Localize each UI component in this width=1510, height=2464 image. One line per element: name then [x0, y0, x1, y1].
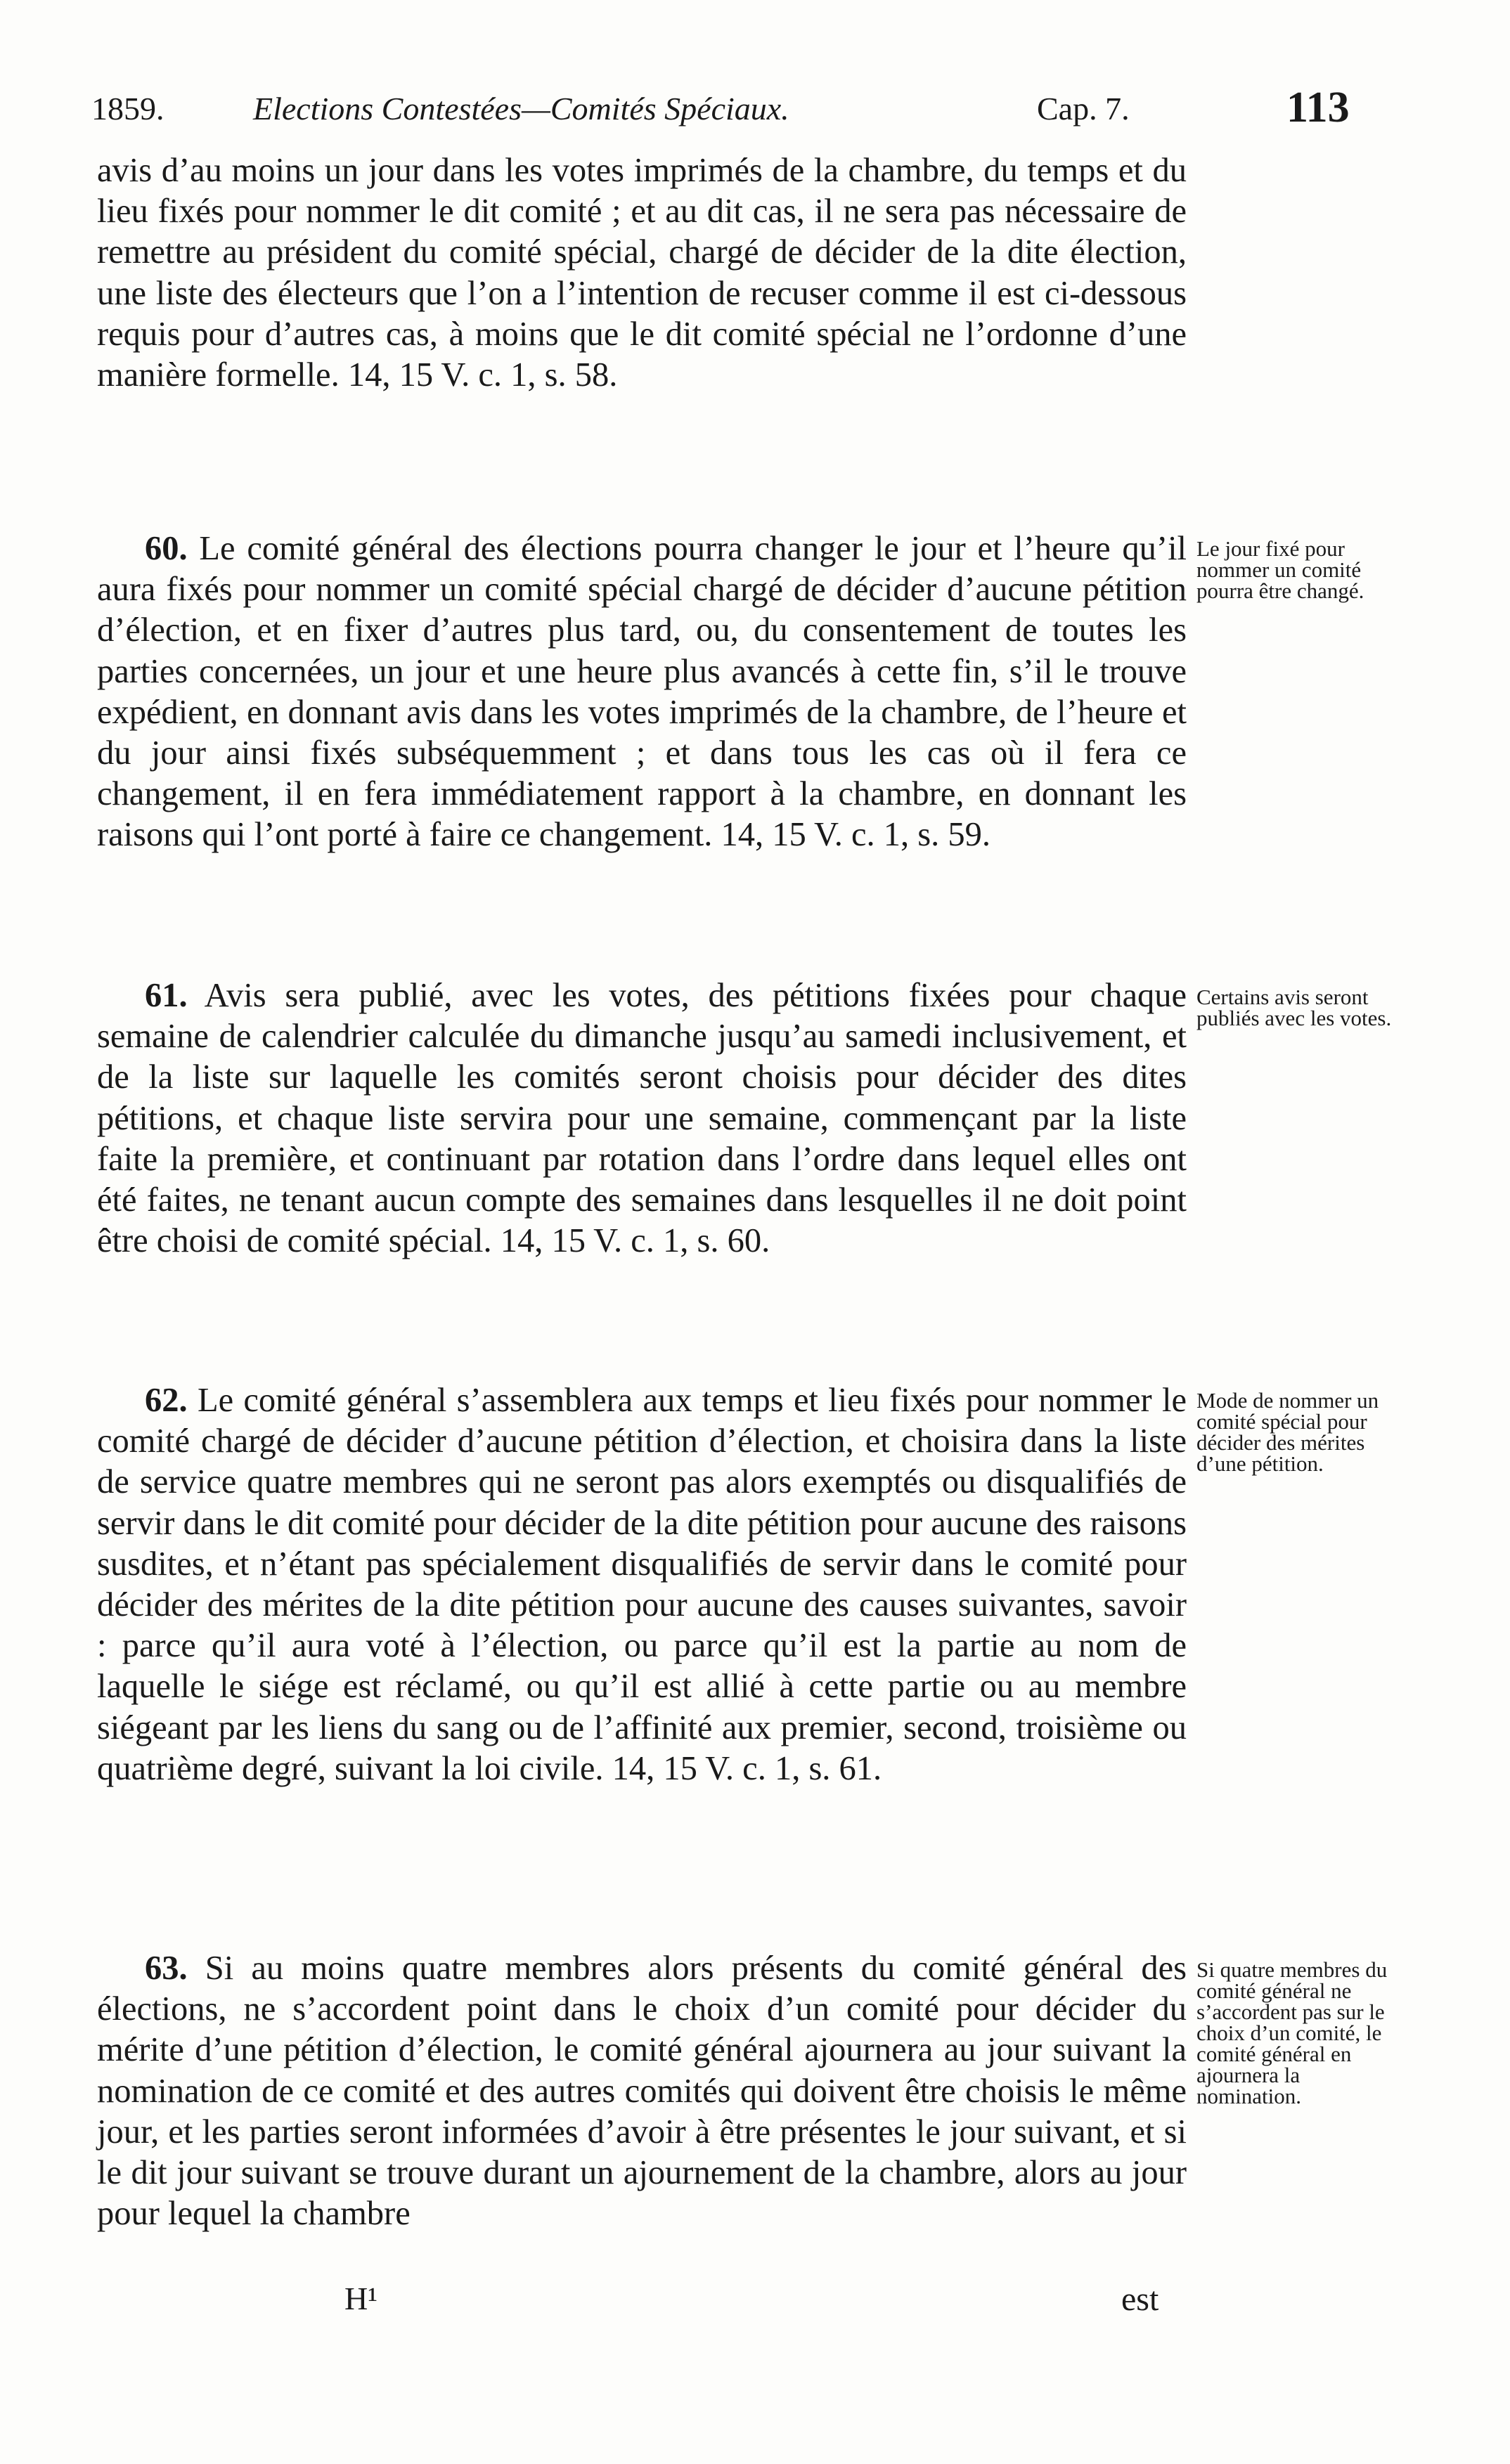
section-61: [97, 975, 1187, 1262]
margin-note: Le jour fixé pour nommer un comité pourra être changé.: [1196, 536, 1364, 603]
continuation-text: avis d’au moins un jour dans les votes imprimés de la chambre, du temps et du lieu fixés pour nommer le dit comité ; et au dit cas, il ne sera pas nécessaire de remettre au président du comité spécial, chargé de décider de la dite élection, une liste des électeurs que l’on a l’intention de recuser comme il est ci-dessous requis pour d’autres cas, à moins que le dit comité spécial ne l’ordonne d’une manière formelle. 14, 15 V. c. 1, s. 58.: [97, 152, 1187, 394]
running-header: [91, 83, 1399, 132]
section-number: 63.: [145, 1950, 188, 1987]
margin-note: Certains avis seront publiés avec les votes.: [1196, 985, 1392, 1030]
catchword: est: [1121, 2281, 1159, 2318]
margin-note: Si quatre membres du comité général ne s’accordent pas sur le choix d’un comité, le comité général en ajournera la nomination.: [1196, 1957, 1388, 2108]
section-text: Le comité général des élections pourra changer le jour et l’heure qu’il aura fixés pour nommer un comité spécial chargé de décider d’aucune pétition d’élection, et en fixer d’autres plus tard, ou, du consentement de toutes les parties concernées, un jour et une heure plus avancés à cette fin, s’il le trouve expédient, en donnant avis dans les votes imprimés de la chambre, de l’heure et du jour ainsi fixés subséquemment ; et dans tous les cas où il fera ce changement, il en fera immédiatement rapport à la chambre, en donnant les raisons qui l’ont porté à faire ce changement. 14, 15 V. c. 1, s. 59.: [97, 530, 1187, 854]
section-text: Avis sera publié, avec les votes, des pétitions fixées pour chaque semaine de calendrier calculée du dimanche jusqu’au samedi inclusivement, et de la liste sur laquelle les comités seront choisis pour décider des dites pétitions, et chaque liste servira pour une semaine, commençant par la liste faite la première, et continuant par rotation dans l’ordre dans lequel elles ont été faites, ne tenant aucun compte des semaines dans lesquelles il ne doit point être choisi de comité spécial. 14, 15 V. c. 1, s. 60.: [97, 977, 1187, 1260]
page-number: 113: [1286, 84, 1350, 131]
header-year: 1859.: [91, 91, 164, 127]
section-62: [97, 1380, 1187, 1789]
section-number: 62.: [145, 1382, 188, 1419]
section-60: [97, 529, 1187, 856]
header-chapter: Cap. 7.: [1037, 91, 1130, 127]
continuation-paragraph: [97, 150, 1187, 396]
margin-note: Mode de nommer un comité spécial pour décider des mérites d’une pétition.: [1196, 1388, 1379, 1476]
section-number: 61.: [145, 977, 188, 1014]
section-63: [97, 1948, 1187, 2234]
section-text: Si au moins quatre membres alors présents du comité général des élections, ne s’accordent point dans le choix d’un comité pour décider du mérite d’une pétition d’élection, le comité général ajournera au jour suivant la nomination de ce comité et des autres comités qui doivent être choisis le même jour, et les parties seront informées d’avoir à être présentes le jour suivant, et si le dit jour suivant se trouve durant un ajournement de la chambre, alors au jour pour lequel la chambre: [97, 1950, 1187, 2233]
section-number: 60.: [145, 530, 188, 567]
section-text: Le comité général s’assemblera aux temps et lieu fixés pour nommer le comité chargé de décider d’aucune pétition d’élection, et choisira dans la liste de service quatre membres qui ne seront pas alors exemptés ou disqualifiés de servir dans le dit comité pour décider de la dite pétition pour aucune des raisons susdites, et n’étant pas spécialement disqualifiés de servir dans le comité pour décider des mérites de la dite pétition pour aucune des causes suivantes, savoir : parce qu’il aura voté à l’élection, ou parce qu’il est la partie au nom de laquelle le siége est réclamé, ou qu’il est allié à cette partie ou au membre siégeant par les liens du sang ou de l’affinité aux premier, second, troisième ou quatrième degré, suivant la loi civile. 14, 15 V. c. 1, s. 61.: [97, 1382, 1187, 1787]
signature-mark: H¹: [344, 2281, 378, 2316]
header-title: Elections Contestées—Comités Spéciaux.: [253, 91, 789, 127]
